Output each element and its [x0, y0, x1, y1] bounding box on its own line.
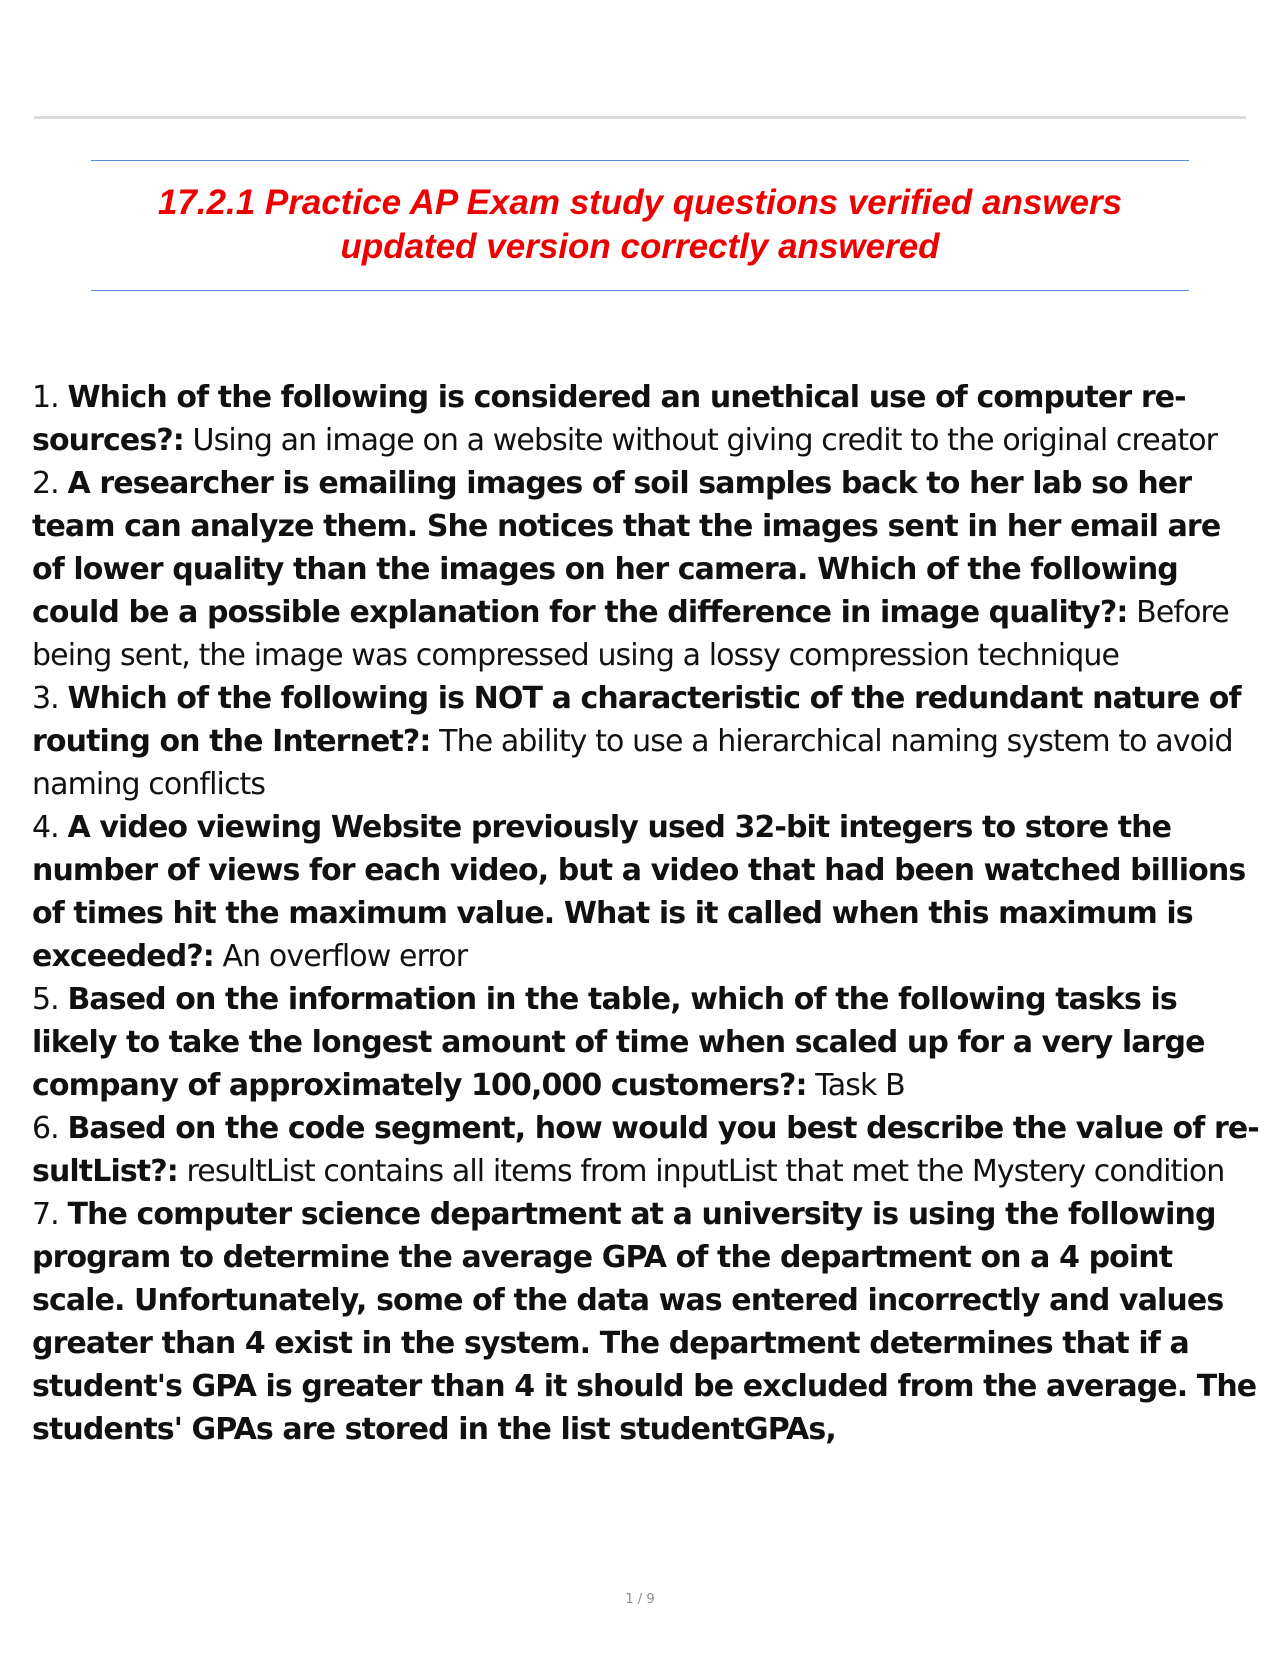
question-number: 7. — [32, 1197, 59, 1232]
answer-text: An overflow error — [222, 939, 468, 974]
question-item — [32, 1107, 1260, 1193]
page-indicator: 1 / 9 — [625, 1592, 655, 1607]
question-text: Based on the code segment, how would you best describe the value of re- sultList?: — [32, 1111, 1259, 1189]
answer-text: The ability to use a hierarchical naming system to avoid naming conflicts — [32, 724, 1233, 802]
question-number: 4. — [32, 810, 59, 845]
question-number: 2. — [32, 466, 59, 501]
question-item — [32, 978, 1260, 1107]
question-text: Which of the following is NOT a characteristic of the redundant nature of routing on the Internet?: — [32, 681, 1241, 759]
title-top-rule — [91, 160, 1189, 161]
question-text: Which of the following is considered an unethical use of computer re- sources?: — [32, 380, 1186, 458]
question-item — [32, 1193, 1260, 1451]
question-item — [32, 806, 1260, 978]
top-divider — [34, 116, 1246, 119]
question-text: A researcher is emailing images of soil samples back to her lab so her team can analyze them. She notices that the images sent in her email are of lower quality than the images on her camera. Which of the following could be a possible explanation for the difference in image quality?: — [32, 466, 1221, 630]
question-item — [32, 376, 1260, 462]
question-item — [32, 462, 1260, 677]
title-bottom-rule — [91, 290, 1189, 291]
question-number: 3. — [32, 681, 59, 716]
question-text: The computer science department at a university is using the following program to determine the average GPA of the department on a 4 point scale. Unfortunately, some of the data was entered incorrectly and values greater than 4 exist in the system. The department determines that if a student's GPA is greater than 4 it should be excluded from the average. The students' GPAs are stored in the list studentGPAs, — [32, 1197, 1257, 1447]
question-text: A video viewing Website previously used 32-bit integers to store the number of views for each video, but a video that had been watched billions of times hit the maximum value. What is it called when this maximum is exceeded?: — [32, 810, 1246, 974]
question-text: Based on the information in the table, which of the following tasks is likely to take the longest amount of time when scaled up for a very large company of approximately 100,000 customers?: — [32, 982, 1205, 1103]
answer-text: Before being sent, the image was compressed using a lossy compression technique — [32, 595, 1229, 673]
question-number: 6. — [32, 1111, 59, 1146]
document-title: 17.2.1 Practice AP Exam study questions verified answers updated version correctly answered — [157, 183, 1123, 266]
question-list — [32, 376, 1260, 1451]
question-item — [32, 677, 1260, 806]
answer-text: Task B — [815, 1068, 905, 1103]
answer-text: Using an image on a website without giving credit to the original creator — [192, 423, 1218, 458]
question-number: 5. — [32, 982, 59, 1017]
answer-text: resultList contains all items from inputList that met the Mystery condition — [186, 1154, 1225, 1189]
question-number: 1. — [32, 380, 59, 415]
